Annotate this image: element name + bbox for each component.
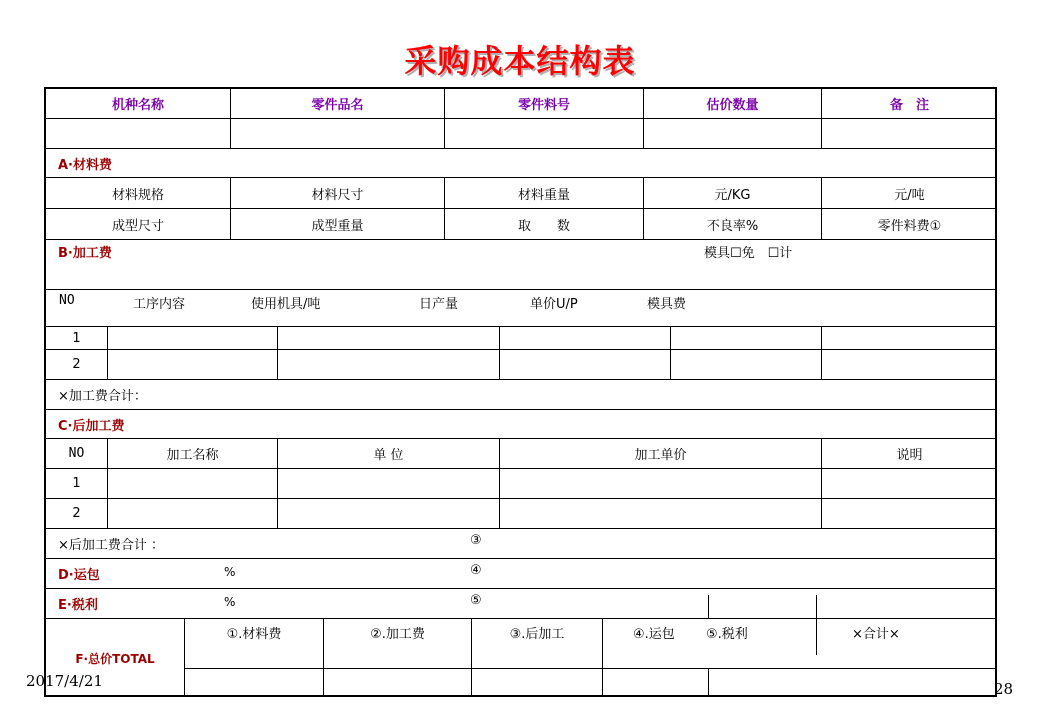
column-process-unit-price: 加工单价 [500,439,822,469]
circled-5-mark: ⑤ [470,593,482,608]
table-cell[interactable] [108,469,278,499]
model-name-value[interactable] [46,119,231,149]
total-packing-value[interactable] [603,669,709,697]
material-weight-label: 材料重量 [445,178,644,209]
row-number: 2 [46,499,108,529]
section-b-columns-row [46,290,997,327]
row-number: 1 [46,327,108,350]
column-no: NO [46,439,108,469]
table-cell[interactable] [278,350,500,380]
section-f-title: F·总价TOTAL [75,651,155,666]
header-remark: 备 注 [822,89,997,119]
defect-rate-label: 不良率% [644,209,822,240]
header-part-name: 零件品名 [231,89,445,119]
molding-weight-label: 成型重量 [231,209,445,240]
section-e-title: E·税利 [58,598,98,613]
column-mold-cost: 模具费 [647,297,687,312]
packing-percent: % [224,565,236,579]
column-description: 说明 [822,439,997,469]
remark-value[interactable] [822,119,997,149]
circled-3-mark: ③ [470,533,482,548]
divider [816,619,817,655]
divider [708,595,709,619]
price-per-kg-label: 元/KG [644,178,822,209]
material-size-label: 材料尺寸 [231,178,445,209]
total-post-processing-label: ③.后加工 [472,619,603,669]
column-machine-tonnage: 使用机具/吨 [251,297,321,312]
column-process-name: 加工名称 [108,439,278,469]
table-cell[interactable] [500,469,822,499]
circled-4-mark: ④ [470,563,482,578]
part-number-value[interactable] [445,119,644,149]
column-unit-price: 单价U/P [530,297,578,312]
total-material-cost-value[interactable] [185,669,324,697]
column-no: NO [59,293,75,308]
total-tax-profit-label: ⑤.税利 [706,627,748,642]
mold-option[interactable]: 模具☐免 ☐计 [704,246,793,261]
material-spec-label: 材料规格 [46,178,231,209]
price-per-ton-label: 元/吨 [822,178,997,209]
table-cell[interactable] [822,350,997,380]
tax-profit-percent: % [224,595,236,609]
row-number: 1 [46,469,108,499]
table-cell[interactable] [822,327,997,350]
post-processing-fee-total: ×后加工费合计 ： [58,538,165,553]
table-cell[interactable] [108,499,278,529]
page-title: 采购成本结构表 [404,42,636,80]
processing-fee-total: ×加工费合计： [46,380,997,410]
estimated-quantity-value[interactable] [644,119,822,149]
part-name-value[interactable] [231,119,445,149]
table-cell[interactable] [500,327,671,350]
row-number: 2 [46,350,108,380]
header-part-number: 零件料号 [445,89,644,119]
column-process-content: 工序内容 [133,297,186,312]
page-number: 28 [994,680,1014,698]
molding-size-label: 成型尺寸 [46,209,231,240]
grand-total-label: ×合计× [852,627,900,642]
cost-structure-table [44,87,997,697]
table-cell[interactable] [278,469,500,499]
table-cell[interactable] [822,499,997,529]
footer-date: 2017/4/21 [26,672,103,690]
table-cell[interactable] [671,327,822,350]
section-d-title: D·运包 [58,568,100,583]
section-b-block [46,240,997,290]
section-d-row [46,559,997,589]
table-cell[interactable] [671,350,822,380]
table-cell[interactable] [278,327,500,350]
total-packing-label: ④.运包 [633,627,675,642]
table-cell[interactable] [500,350,671,380]
table-cell[interactable] [278,499,500,529]
total-tax-profit-and-grand-total-value[interactable] [709,669,997,697]
column-unit: 单 位 [278,439,500,469]
section-e-row [46,589,997,619]
section-b-title: B·加工费 [58,246,112,261]
header-model-name: 机种名称 [46,89,231,119]
part-material-cost-label: 零件料费① [822,209,997,240]
post-processing-total-row [46,529,997,559]
table-cell[interactable] [108,327,278,350]
table-cell[interactable] [822,469,997,499]
total-processing-cost-value[interactable] [324,669,472,697]
header-estimated-quantity: 估价数量 [644,89,822,119]
column-daily-output: 日产量 [419,297,459,312]
cavity-count-label: 取 数 [445,209,644,240]
total-post-processing-value[interactable] [472,669,603,697]
table-cell[interactable] [500,499,822,529]
section-c-title: C·后加工费 [46,410,997,439]
section-a-title: A·材料费 [46,149,997,178]
divider [816,595,817,619]
total-material-cost-label: ①.材料费 [185,619,324,669]
table-cell[interactable] [108,350,278,380]
total-processing-cost-label: ②.加工费 [324,619,472,669]
